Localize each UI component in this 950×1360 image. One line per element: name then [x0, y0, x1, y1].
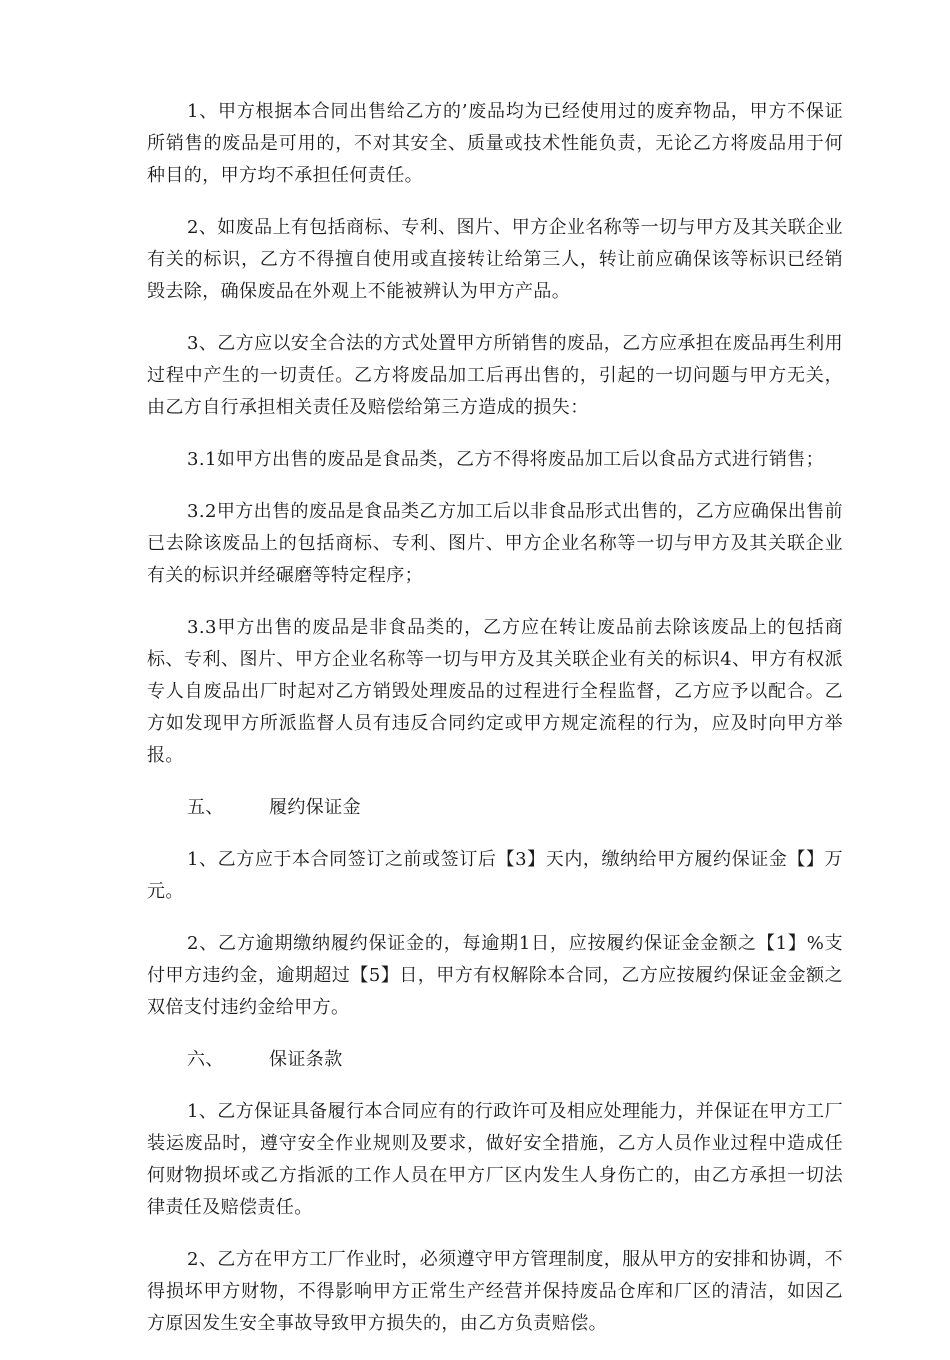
- clause-1-paragraph: 1、甲方根据本合同出售给乙方的’废品均为已经使用过的废弃物品，甲方不保证所销售的废品是可用的，不对其安全、质量或技术性能负责，无论乙方将废品用于何种目的，甲方均不承担任何责任。: [147, 101, 843, 186]
- section-5-clause-2: 2、乙方逾期缴纳履约保证金的，每逾期1日，应按履约保证金金额之【1】%支付甲方违约金，逾期超过【5】日，甲方有权解除本合同，乙方应按履约保证金金额之双倍支付违约金给甲方。: [147, 933, 843, 1018]
- section-6-clause-1: 1、乙方保证具备履行本合同应有的行政许可及相应处理能力，并保证在甲方工厂装运废品时，遵守安全作业规则及要求，做好安全措施，乙方人员作业过程中造成任何财物损坏或乙方指派的工作人员在甲方厂区内发生人身伤亡的，由乙方承担一切法律责任及赔偿责任。: [147, 1101, 843, 1218]
- clause-3-paragraph: 3、乙方应以安全合法的方式处置甲方所销售的废品，乙方应承担在废品再生利用过程中产生的一切责任。乙方将废品加工后再出售的，引起的一切问题与甲方无关，由乙方自行承担相关责任及赔偿给第三方造成的损失：: [147, 333, 843, 418]
- clause-3-2-paragraph: 3.2甲方出售的废品是食品类乙方加工后以非食品形式出售的，乙方应确保出售前已去除该废品上的包括商标、专利、图片、甲方企业名称等一切与甲方及其关联企业有关的标识并经碾磨等特定程序；: [147, 501, 843, 586]
- clause-2-paragraph: 2、如废品上有包括商标、专利、图片、甲方企业名称等一切与甲方及其关联企业有关的标识，乙方不得擅自使用或直接转让给第三人，转让前应确保该等标识已经销毁去除，确保废品在外观上不能被辨认为甲方产品。: [147, 217, 843, 302]
- section-6-clause-2: 2、乙方在甲方工厂作业时，必须遵守甲方管理制度，服从甲方的安排和协调，不得损坏甲方财物，不得影响甲方正常生产经营并保持废品仓库和厂区的清洁，如因乙方原因发生安全事故导致甲方损失的，由乙方负责赔偿。: [147, 1249, 843, 1334]
- section-5-clause-1: 1、乙方应于本合同签订之前或签订后【3】天内，缴纳给甲方履约保证金【】万元。: [147, 849, 843, 902]
- document-body: [147, 96, 843, 1360]
- section-5-heading: [147, 792, 843, 824]
- section-5-number: 五、: [187, 797, 224, 818]
- section-6-title: 保证条款: [269, 1049, 343, 1070]
- section-6-heading: [147, 1044, 843, 1076]
- section-5-title: 履约保证金: [269, 797, 361, 818]
- clause-3-3-paragraph: 3.3甲方出售的废品是非食品类的，乙方应在转让废品前去除该废品上的包括商标、专利、图片、甲方企业名称等一切与甲方及其关联企业有关的标识4、甲方有权派专人自废品出厂时起对乙方销毁处理废品的过程进行全程监督，乙方应予以配合。乙方如发现甲方所派监督人员有违反合同约定或甲方规定流程的行为，应及时向甲方举报。: [147, 617, 843, 766]
- section-6-number: 六、: [187, 1049, 224, 1070]
- clause-3-1-paragraph: 3.1如甲方出售的废品是食品类，乙方不得将废品加工后以食品方式进行销售；: [187, 449, 825, 470]
